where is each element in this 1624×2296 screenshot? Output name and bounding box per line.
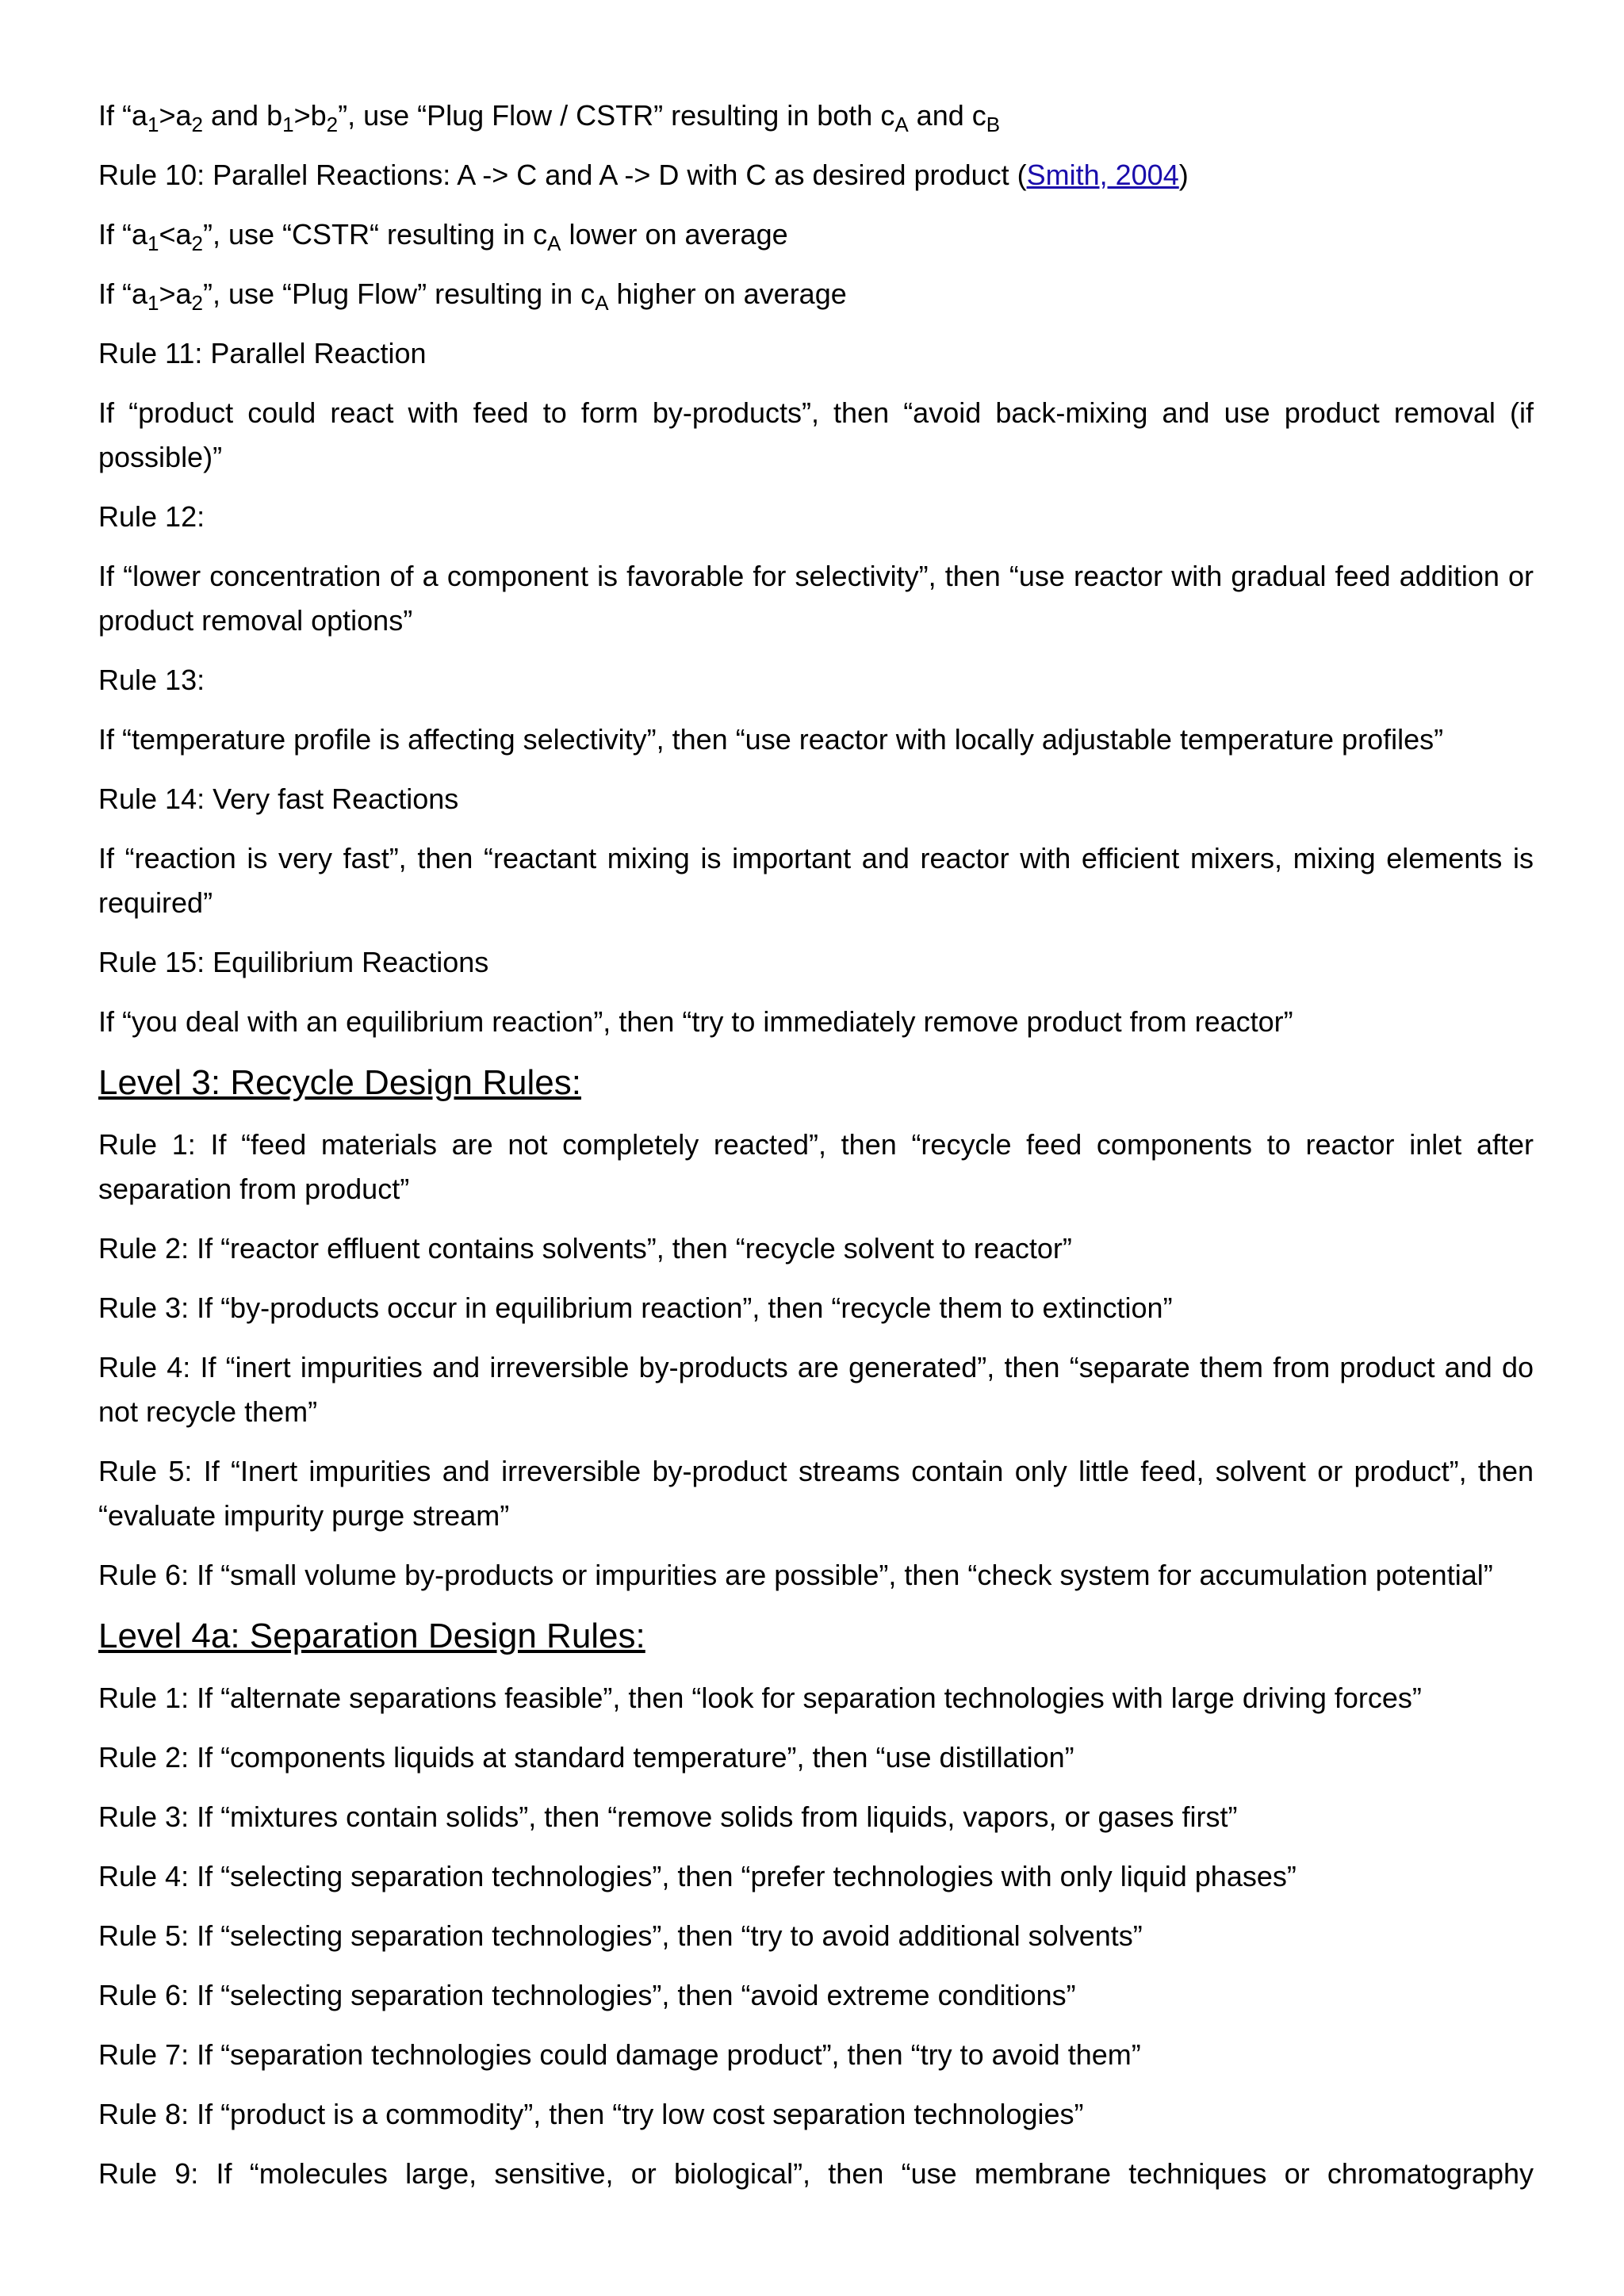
smith-2004-citation-link[interactable]: Smith, 2004 [1026, 159, 1179, 191]
rule-14-text: If “reaction is very fast”, then “reactant mixing is important and reactor with efficient mixers, mixing elements is required” [98, 842, 1534, 919]
separation-rule-9: Rule 9: If “molecules large, sensitive, or biological”, then “use membrane techniques or chromatography [98, 2157, 1534, 2190]
separation-rule-1: Rule 1: If “alternate separations feasible”, then “look for separation technologies with large driving forces” [98, 1682, 1422, 1714]
rule-11-heading: Rule 11: Parallel Reaction [98, 337, 427, 369]
separation-rule-5: Rule 5: If “selecting separation technologies”, then “try to avoid additional solvents” [98, 1919, 1143, 1952]
rule-14-heading: Rule 14: Very fast Reactions [98, 783, 459, 815]
rule-10-heading: Rule 10: Parallel Reactions: A -> C and A -> D with C as desired product (Smith, 2004) [98, 159, 1189, 191]
separation-rule-3: Rule 3: If “mixtures contain solids”, then “remove solids from liquids, vapors, or gases first” [98, 1800, 1238, 1833]
rule-12-text: If “lower concentration of a component is favorable for selectivity”, then “use reactor with gradual feed addition or product removal options” [98, 560, 1534, 637]
page-content [98, 94, 1534, 2211]
separation-rule-6: Rule 6: If “selecting separation technologies”, then “avoid extreme conditions” [98, 1979, 1076, 2011]
rule-13-heading: Rule 13: [98, 664, 205, 696]
plug-flow-rule: If “$a_1>a_2$”, use “Plug Flow” resulting in $c_A$ higher on average [98, 277, 847, 315]
separation-rule-4: Rule 4: If “selecting separation technologies”, then “prefer technologies with only liquid phases” [98, 1860, 1297, 1892]
recycle-section-heading: Level 3: Recycle Design Rules: [98, 1063, 581, 1102]
plug-flow-cstr-rule: If “$a_1>a_2$ and $b_1>b_2$”, use “Plug Flow / CSTR” resulting in both $c_A$ and $c_B$ [98, 99, 1001, 136]
recycle-rule-2: Rule 2: If “reactor effluent contains solvents”, then “recycle solvent to reactor” [98, 1232, 1072, 1265]
recycle-rule-1: Rule 1: If “feed materials are not completely reacted”, then “recycle feed components to reactor inlet after separation from product” [98, 1128, 1534, 1205]
rule-15-text: If “you deal with an equilibrium reaction”, then “try to immediately remove product from reactor” [98, 1005, 1293, 1038]
separation-rule-8: Rule 8: If “product is a commodity”, then “try low cost separation technologies” [98, 2098, 1084, 2130]
rule-13-text: If “temperature profile is affecting selectivity”, then “use reactor with locally adjustable temperature profiles” [98, 723, 1444, 756]
cstr-rule: If “$a_1<a_2$”, use “CSTR“ resulting in $c_A$ lower on average [98, 218, 788, 255]
recycle-rule-6: Rule 6: If “small volume by-products or impurities are possible”, then “check system for accumulation potential” [98, 1559, 1493, 1591]
recycle-rule-5: Rule 5: If “Inert impurities and irreversible by-product streams contain only little feed, solvent or product”, then “evaluate impurity purge stream” [98, 1455, 1534, 1532]
separation-rule-7: Rule 7: If “separation technologies could damage product”, then “try to avoid them” [98, 2038, 1141, 2071]
rule-11-text: If “product could react with feed to form by-products”, then “avoid back-mixing and use product removal (if possible)” [98, 396, 1534, 473]
separation-section-heading: Level 4a: Separation Design Rules: [98, 1617, 645, 1655]
recycle-rule-4: Rule 4: If “inert impurities and irreversible by-products are generated”, then “separate them from product and do not recycle them” [98, 1351, 1534, 1428]
rule-15-heading: Rule 15: Equilibrium Reactions [98, 946, 489, 978]
separation-rule-2: Rule 2: If “components liquids at standard temperature”, then “use distillation” [98, 1741, 1074, 1774]
recycle-rule-3: Rule 3: If “by-products occur in equilibrium reaction”, then “recycle them to extinction” [98, 1292, 1173, 1324]
rule-12-heading: Rule 12: [98, 500, 205, 533]
